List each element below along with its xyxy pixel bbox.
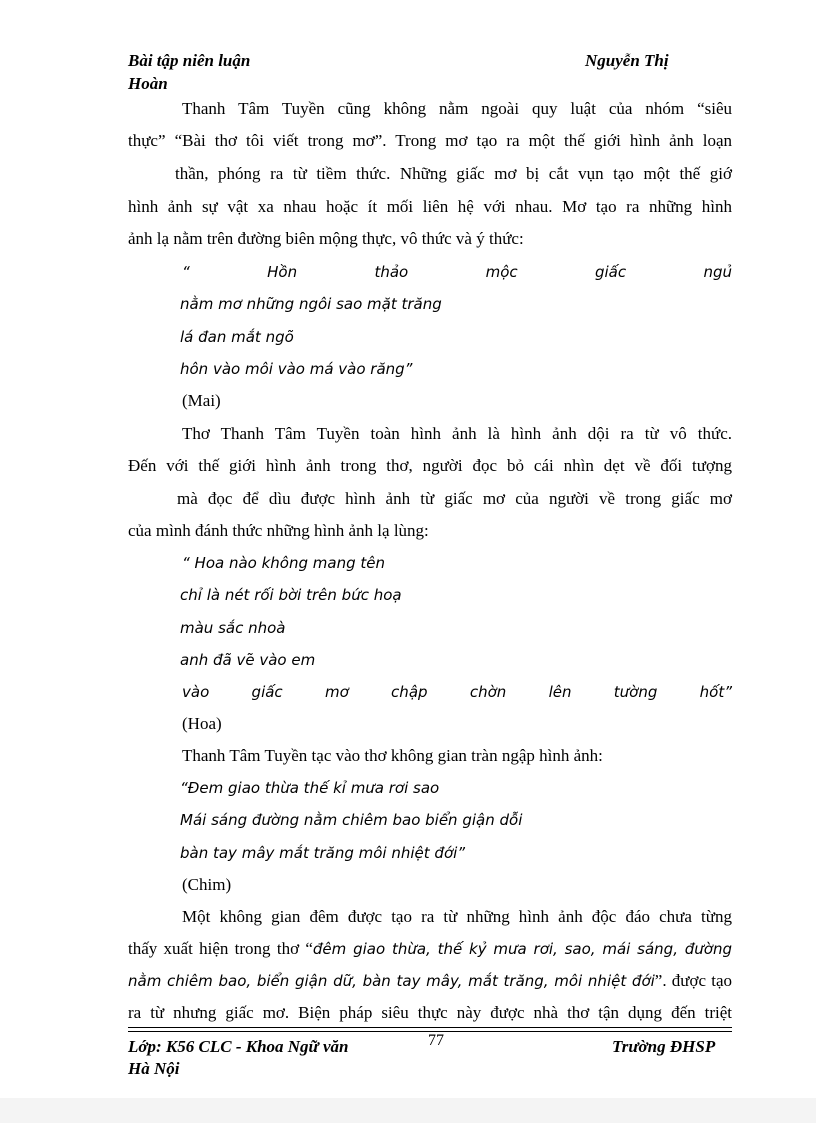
footer-school: Trường ĐHSP — [612, 1037, 716, 1056]
poem-line: Mái sáng đường nằm chiêm bao biển giận dỗi — [180, 811, 523, 829]
paragraph-line: thực” “Bài thơ tôi viết trong mơ”. Trong mơ tạo ra một thế giới hình ảnh loạn — [128, 131, 732, 150]
page-number: 77 — [428, 1032, 444, 1049]
footer-rule — [128, 1027, 732, 1028]
paragraph-line: thần, phóng ra từ tiềm thức. Những giấc mơ bị cắt vụn tạo một thế giớ — [175, 164, 732, 183]
paragraph-text: thấy xuất hiện trong thơ “ — [128, 939, 313, 958]
poem-line: lá đan mắt ngõ — [180, 328, 294, 346]
footer-class-info: Lớp: K56 CLC - Khoa Ngữ văn — [128, 1037, 349, 1056]
page-bottom-margin — [0, 1098, 816, 1123]
paragraph-line: Thanh Tâm Tuyền cũng không nằm ngoài quy luật của nhóm “siêu — [182, 99, 732, 118]
poem-source: (Mai) — [182, 391, 221, 410]
paragraph-line: ảnh lạ nằm trên đường biên mộng thực, vô thức và ý thức: — [128, 229, 524, 248]
paragraph-line: hình ảnh sự vật xa nhau hoặc ít mối liên hệ với nhau. Mơ tạo ra những hình — [128, 197, 732, 216]
poem-line: anh đã vẽ vào em — [180, 651, 316, 669]
poem-source: (Chim) — [182, 875, 232, 894]
header-left-title: Bài tập niên luận — [128, 51, 251, 70]
paragraph-line: Một không gian đêm được tạo ra từ những hình ảnh độc đáo chưa từng — [182, 907, 732, 926]
paragraph-line: Đến với thế giới hình ảnh trong thơ, người đọc bỏ cái nhìn dẹt về đối tượng — [128, 456, 732, 475]
poem-line: chỉ là nét rối bời trên bức hoạ — [180, 586, 402, 604]
header-author-wrap: Hoàn — [128, 74, 168, 93]
paragraph-line: mà đọc để dìu được hình ảnh từ giấc mơ của người về trong giấc mơ — [177, 489, 732, 508]
poem-line: “ Hoa nào không mang tên — [182, 554, 385, 572]
quoted-imagery: nằm chiêm bao, biển giận dữ, bàn tay mây, mắt trăng, môi nhiệt đới — [128, 972, 655, 990]
paragraph-line: của mình đánh thức những hình ảnh lạ lùng: — [128, 521, 429, 540]
poem-line: bàn tay mây mắt trăng môi nhiệt đới” — [180, 844, 466, 862]
poem-line: “ Hồn thảo mộc giấc ngủ — [182, 263, 732, 281]
poem-line: “Đem giao thừa thế kỉ mưa rơi sao — [180, 779, 440, 797]
poem-line: nằm mơ những ngôi sao mặt trăng — [180, 295, 442, 313]
paragraph-line: Thanh Tâm Tuyền tạc vào thơ không gian tràn ngập hình ảnh: — [182, 746, 603, 765]
paragraph-line: ra từ nhưng giấc mơ. Biện pháp siêu thực này được nhà thơ tận dụng đến triệt — [128, 1003, 732, 1022]
poem-source: (Hoa) — [182, 714, 222, 733]
paragraph-line: Thơ Thanh Tâm Tuyền toàn hình ảnh là hình ảnh dội ra từ vô thức. — [182, 424, 732, 443]
paragraph-text: ”. được tạo — [654, 971, 732, 990]
quoted-imagery: đêm giao thừa, thế kỷ mưa rơi, sao, mái sáng, đường — [312, 940, 732, 958]
footer-city: Hà Nội — [128, 1059, 180, 1078]
poem-line: vào giấc mơ chập chờn lên tường hốt” — [182, 683, 732, 701]
poem-line: màu sắc nhoà — [180, 619, 286, 637]
header-author: Nguyễn Thị — [585, 51, 669, 70]
poem-line: hôn vào môi vào má vào răng” — [180, 360, 413, 378]
paragraph-line — [128, 938, 732, 960]
paragraph-line — [128, 970, 732, 992]
